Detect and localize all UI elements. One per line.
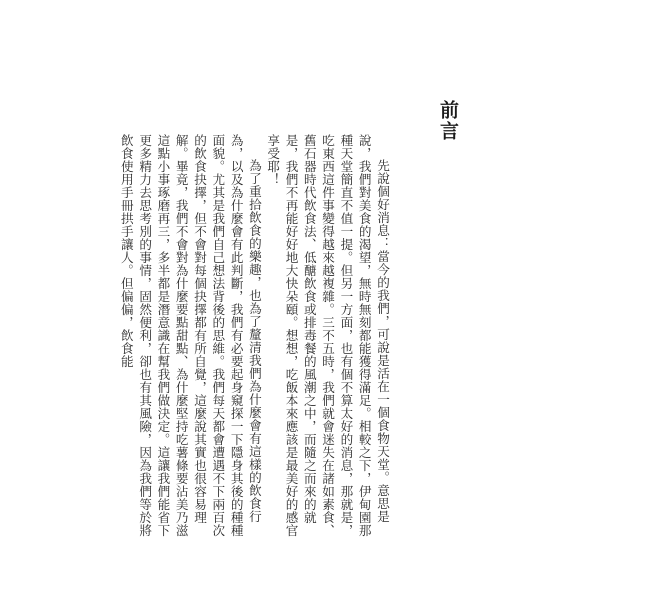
chapter-title: 前言 <box>437 100 459 142</box>
paragraph: 為了重拾飲食的樂趣，也為了釐清我們為什麼會有這樣的飲食行為，以及為什麼會有此判斷，我們有必要起身窺探一下隱身其後的種種面貌。尤其是我們自己想法背後的思維。我們每天都會遭遇不下兩百次的飲食抉擇，但不會對每個抉擇都有所自覺，這麼說其實也很容易理解。畢竟，我們不會對為什麼要點甜點、為什麼堅持吃薯條要沾美乃滋這點小事琢磨再三，多半都是潛意識在幫我們做決定。這讓我們能省下更多精力去思考別的事情，固然便利，卻也有其風險，因為我們等於將飲食使用手冊拱手讓人。但偏偏，飲食能 <box>118 134 262 537</box>
body-text <box>118 134 391 544</box>
paragraph: 先說個好消息：當今的我們，可說是活在一個食物天堂。意思是說，我們對美食的渴望，無時無刻都能獲得滿足。相較之下，伊甸園那種天堂簡直不值一提。但另一方面，也有個不算太好的消息，那就是，吃東西這件事變得越來越複雜。三不五時，我們就會迷失在諸如素食、舊石器時代飲食法、低醣飲食或排毒餐的風潮之中，而隨之而來的就是，我們不再能好好地大快朵頤。想想，吃飯本來應該是最美好的感官享受耶！ <box>265 134 390 537</box>
